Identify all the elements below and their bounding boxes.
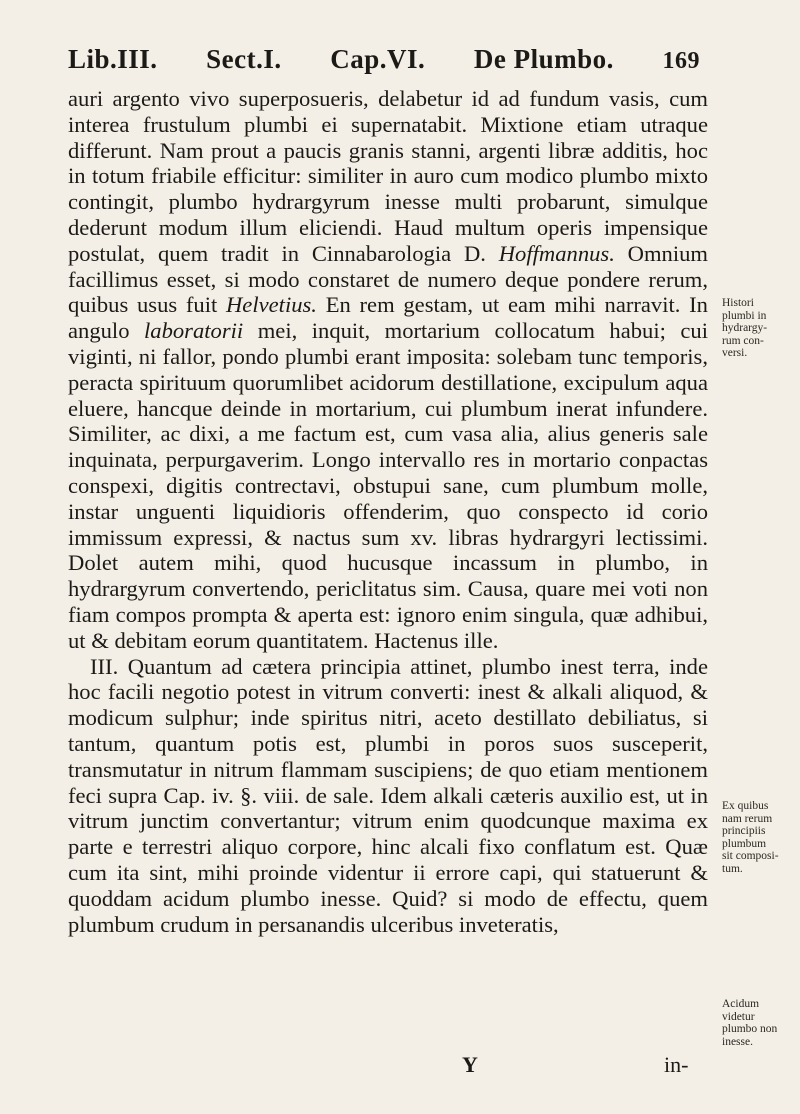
section-label: Sect.I. [206, 44, 282, 74]
paragraph-1 [68, 86, 708, 654]
paragraph-1-part-c: En rem gestam, ut eam mihi narravit. In angulo [68, 292, 708, 344]
body-text [68, 86, 708, 937]
margin-note-2-line: nam rerum [722, 812, 773, 825]
paragraph-2: III. Quantum ad cætera principia attinet, plumbo inest terra, inde hoc facili negotio potest in vitrum converti: inest & alkali aliquod, & modicum sulphur; inde spiritus nitri, aceto destillato debiliatus, si tantum, quantum potis est, plumbi in poros suos susceperit, transmutatur in nitrum flammam suscipiens; de quo etiam mentionem feci supra Cap. iv. §. viii. de sale. Idem alkali cæteris auxilio est, ut in vitrum junctim convertantur; vitrum enim quodcunque maxima ex parte e terrestri aliquo corpore, hinc alcali fixo conflatum est. Quæ cum ita sint, mihi proinde videntur ii errore capi, qui statuerunt & quoddam acidum plumbo inesse. Quid? si modo de effectu, quem plumbum crudum in persanandis ulceribus inveteratis, [68, 653, 708, 937]
signature-mark: Y [462, 1052, 478, 1077]
margin-note-1-line: hydrargy- [722, 322, 768, 334]
paragraph-1-part-b: Omnium facillimus esset, si modo constaret de numero deque pondere rerum, quibus usus fuit [68, 240, 708, 318]
page-number: 169 [662, 48, 700, 74]
margin-note-1-line: versi. [722, 347, 748, 359]
catchword: in- [664, 1052, 689, 1077]
margin-note-1-line: rum con- [722, 334, 764, 347]
word-laboratorii: laboratorii [144, 318, 244, 344]
author-helvetius: Helvetius. [225, 292, 317, 318]
margin-note-2-line: sit composi- [722, 850, 779, 862]
paragraph-1-part-a: auri argento vivo superposueris, delabetur id ad fundum vasis, cum interea frustulum plumbi ei supernatabit. Mixtione etiam utraque differunt. Nam prout a paucis granis stanni, argenti libræ additis, hoc in totum friabile efficitur: similiter in auro cum modico plumbo mixto contingit, plumbo hydrargyrum inesse multi probarunt, simulque dederunt modum illum eliciendi. Haud multum operis impensique postulat, quem tradit in Cinnabarologia D. [68, 86, 708, 266]
margin-note-2-line: tum. [722, 862, 743, 875]
margin-note-1-line: plumbi in [722, 309, 767, 322]
paragraph-1-part-d: mei, inquit, mortarium collocatum habui; cui viginti, ni fallor, pondo plumbi erant imposita: solebam tunc temporis, peracta spirituum quorumlibet acidorum destillatione, excipulum aqua eluere, hancque deinde in mortarium, cui plumbum inerat infundere. Similiter, ac dixi, a me factum est, cum vasa alia, alius generis sale inquinata, perpurgaverim. Longo intervallo res in mortario conpactas conspexi, digitis contrectavi, obstupui sane, cum plumbum molle, instar unguenti liquidioris offenderim, quo conspecto id corio immissum expressi, & nactus sum xv. libras hydrargyri lectissimi. Dolet autem mihi, quod hucusque incassum in plumbo, in hydrargyrum convertendo, periclitatus sim. Causa, quare mei voti non fiam compos prompta & aperta est: ignoro enim singula, quæ adhibui, ut & debitam eorum quantitatem. Hactenus ille. [68, 318, 708, 653]
chapter-title: De Plumbo. [473, 44, 614, 74]
margin-note-2 [722, 800, 794, 875]
chapter-label: Cap.VI. [330, 44, 426, 74]
margin-note-2-line: plumbum [722, 837, 767, 850]
author-hoffmannus: Hoffmannus. [498, 240, 615, 266]
margin-note-3-line: plumbo non [722, 1023, 778, 1035]
book-label: Lib.III. [68, 44, 158, 74]
margin-note-2-line: Ex quibus [722, 800, 769, 812]
margin-note-3 [722, 998, 794, 1048]
margin-note-3-line: Acidum [722, 998, 760, 1010]
running-header [68, 44, 700, 80]
margin-note-1 [722, 297, 794, 360]
margin-note-3-line: videtur [722, 1010, 755, 1023]
margin-note-2-line: principiis [722, 825, 766, 837]
margin-note-3-line: inesse. [722, 1035, 753, 1048]
margin-note-1-line: Histori [722, 297, 754, 309]
